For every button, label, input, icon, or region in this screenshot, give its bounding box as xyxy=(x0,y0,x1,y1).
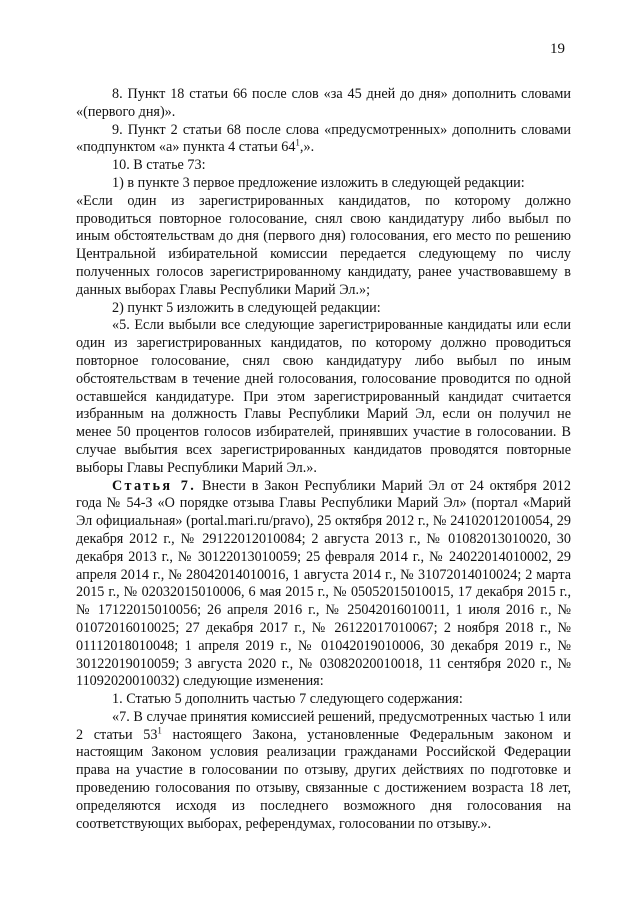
paragraph-text: Внести в Закон Республики Марий Эл от 24 октября 2012 года № 54-З «О порядке отзыва Главы Республики Марий Эл» (портал «Марий Эл официальная» (portal.mari.ru/pravo), 25 октября 2012 г., № 24102012010054, 29 декабря 2012 г., № 29122012010084; 2 августа 2013 г., № 01082013010020, 30 декабря 2013 г., № 30122013010059; 25 февраля 2014 г., № 24022014010002, 29 апреля 2014 г., № 28042014010016, 1 августа 2014 г., № 31072014010024; 2 марта 2015 г., № 02032015010006, 6 мая 2015 г., № 05052015010015, 17 декабря 2015 г., № 17122015010056; 26 апреля 2016 г., № 25042016010011, 1 июля 2016 г., № 01072016010025; 27 декабря 2017 г., № 26122017010067; 2 ноября 2018 г., № 01112018010048; 1 апреля 2019 г., № 01042019010006, 30 декабря 2019 г., № 30122019010059; 3 августа 2020 г., № 03082020010018, 11 сентября 2020 г., № 11092020010032) следующие изменения: xyxy=(76,477,571,690)
subitem-1 xyxy=(76,175,571,193)
superscript-index: 1 xyxy=(157,724,162,735)
superscript-index: 1 xyxy=(295,137,300,148)
paragraph-text: 2) пункт 5 изложить в следующей редакции: xyxy=(112,299,381,316)
article-heading: Статья 7. xyxy=(112,477,197,494)
document-body xyxy=(76,86,571,833)
paragraph-text: настоящего Закона, установленные Федеральным законом и настоящим Законом условия реализации гражданами Российской Федерации права на участие в голосовании по отзыву, других действиях по подготовке и проведению голосования по отзыву, связанные с достижением возраста 18 лет, определяются исходя из последнего возможного дня голосования на соответствующих выборах, референдумах, голосовании по отзыву.». xyxy=(76,726,571,832)
paragraph-text: 9. Пункт 2 статьи 68 после слова «предусмотренных» дополнить словами «подпунктом «а» пункта 4 статьи 64 xyxy=(76,121,571,156)
article-7-item-1 xyxy=(76,691,571,709)
subitem-2 xyxy=(76,300,571,318)
paragraph-text: 10. В статье 73: xyxy=(112,157,206,174)
paragraph-text: «5. Если выбыли все следующие зарегистрированные кандидаты или если один из зарегистрированных кандидатов, по которому должно проводиться повторное голосование, снял свою кандидатуру либо выбыл по иным обстоятельствам в течение дней голосования, голосование проводится по одной оставшейся кандидатуре. При этом зарегистрированный кандидат считается избранным на должность Главы Республики Марий Эл, если он получил не менее 50 процентов голосов избирателей, принявших участие в голосовании. В случае выбытия всех зарегистрированных кандидатов проводятся повторные выборы Главы Республики Марий Эл.». xyxy=(76,317,571,476)
quoted-amendment-3 xyxy=(76,709,571,834)
paragraph-text: ,». xyxy=(299,139,315,156)
paragraph-text: 8. Пункт 18 статьи 66 после слов «за 45 дней до дня» дополнить словами «(первого дня)». xyxy=(76,86,571,120)
paragraph-text: «Если один из зарегистрированных кандидатов, по которому должно проводиться повторное голосование, снял свою кандидатуру либо выбыл по иным обстоятельствам до дня (первого дня) голосования, его место по решению Центральной избирательной комиссии передается следующему по числу полученных голосов зарегистрированному кандидату, ранее участвовавшему в данных выборах Главы Республики Марий Эл.»; xyxy=(76,192,571,298)
quoted-amendment-1 xyxy=(76,193,571,300)
paragraph-item-10 xyxy=(76,157,571,175)
article-7 xyxy=(76,478,571,692)
paragraph-item-9 xyxy=(76,122,571,158)
quoted-amendment-2 xyxy=(76,317,571,477)
page-number: 19 xyxy=(550,41,565,57)
paragraph-item-8 xyxy=(76,86,571,122)
paragraph-text: 1) в пункте 3 первое предложение изложить в следующей редакции: xyxy=(112,174,525,191)
paragraph-text: 1. Статью 5 дополнить частью 7 следующего содержания: xyxy=(112,691,463,708)
paragraph-text: «7. В случае принятия комиссией решений, предусмотренных частью 1 или 2 статьи 53 xyxy=(76,708,571,743)
